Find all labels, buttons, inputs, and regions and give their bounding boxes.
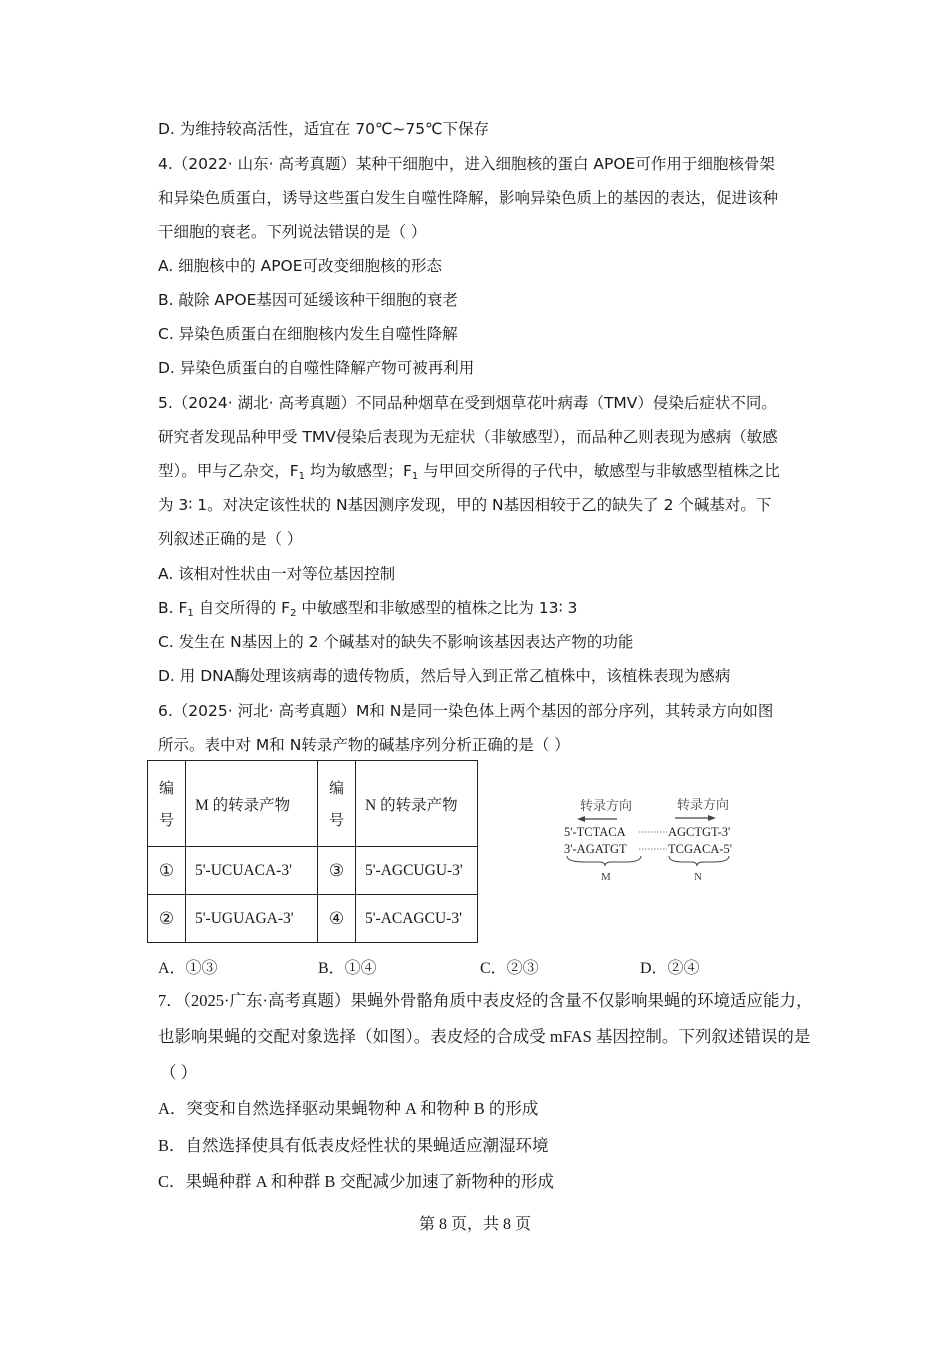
table-header-cell: N 的转录产物 (356, 761, 478, 847)
table-cell: ① (148, 847, 186, 895)
table-header-cell (318, 761, 356, 847)
q6-option-d: D．②④ (640, 960, 700, 977)
q4-option-b: B. 敲除 APOE基因可延缓该种干细胞的衰老 (158, 291, 458, 309)
q6-option-b: B．①④ (318, 960, 377, 977)
q4-stem-line3: 干细胞的衰老。下列说法错误的是（ ） (158, 223, 427, 241)
q5-stem-line4: 为 3∶ 1。对决定该性状的 N基因测序发现，甲的 N基因相较于乙的缺失了 2 个碱基对。下 (158, 496, 772, 514)
table-header-cell (148, 761, 186, 847)
q5-stem-line1: 5.（2024· 湖北· 高考真题）不同品种烟草在受到烟草花叶病毒（TMV）侵染后症状不同。 (158, 394, 777, 412)
q5b-part1: B. F (158, 599, 188, 617)
table-header-cell: M 的转录产物 (186, 761, 318, 847)
q7-option-a: A．突变和自然选择驱动果蝇物种 A 和物种 B 的形成 (158, 1099, 539, 1118)
q6-option-a: A．①③ (158, 960, 218, 977)
n-brace-icon (669, 856, 729, 866)
table-row (148, 895, 478, 943)
table-cell: 5'-AGCUGU-3' (356, 847, 478, 895)
m-strand-bottom: 3'-AGATGT (564, 842, 627, 856)
page-footer: 第 8 页，共 8 页 (418, 1216, 531, 1233)
table-cell: 5'-UCUACA-3' (186, 847, 318, 895)
table-cell: 5'-ACAGCU-3' (356, 895, 478, 943)
m-strand-top: 5'-TCTACA (564, 825, 626, 839)
q5-stem-line3 (158, 461, 780, 481)
direction-label-left: 转录方向 (580, 798, 633, 813)
q7-stem-line2: 也影响果蝇的交配对象选择（如图）。表皮烃的合成受 mFAS 基因控制。下列叙述错误的是 (158, 1027, 811, 1046)
q7-stem-line3: （ ） (160, 1063, 198, 1082)
q5-option-c: C. 发生在 N基因上的 2 个碱基对的缺失不影响该基因表达产物的功能 (158, 633, 634, 651)
q5b-part2: 自交所得的 F (193, 599, 291, 617)
q5-option-a: A. 该相对性状由一对等位基因控制 (158, 565, 396, 583)
table-cell: ④ (318, 895, 356, 943)
table-row (148, 847, 478, 895)
q5-line3-part3: 与甲回交所得的子代中，敏感型与非敏感型植株之比 (418, 462, 780, 480)
q5-stem-line2: 研究者发现品种甲受 TMV侵染后表现为无症状（非敏感型），而品种乙则表现为感病（敏感 (158, 428, 778, 446)
q5-line3-part1: 型）。甲与乙杂交，F (158, 462, 299, 480)
header-char: 号 (328, 810, 344, 829)
f2-subscript: 2 (290, 608, 297, 619)
n-strand-bottom: TCGACA-5' (668, 842, 733, 856)
f1-subscript: 1 (298, 471, 306, 482)
q6-option-c: C．②③ (480, 960, 539, 977)
q3-option-d: D. 为维持较高活性，适宜在 70℃~75℃下保存 (158, 120, 489, 138)
table-cell: ② (148, 895, 186, 943)
transcript-table (147, 760, 478, 943)
q7-stem-line1: 7．（2025·广东·高考真题）果蝇外骨骼角质中表皮烃的含量不仅影响果蝇的环境适应能力， (158, 991, 813, 1010)
q4-option-a: A. 细胞核中的 APOE可改变细胞核的形态 (158, 257, 443, 275)
n-strand-top: AGCTGT-3' (668, 825, 731, 839)
q5b-part3: 中敏感型和非敏感型的植株之比为 13∶ 3 (296, 599, 578, 617)
q6-stem-line1: 6.（2025· 河北· 高考真题）M和 N是同一染色体上两个基因的部分序列，其转录方向如图 (158, 702, 774, 720)
m-brace-icon (567, 856, 641, 866)
q5-line3-part2: 均为敏感型；F (305, 462, 412, 480)
m-gene-label: M (601, 871, 611, 883)
gene-transcription-diagram (555, 790, 765, 890)
f1-subscript: 1 (187, 608, 194, 619)
q5-option-b (158, 598, 577, 618)
table-cell: ③ (318, 847, 356, 895)
q5-stem-line5: 列叙述正确的是（ ） (158, 530, 303, 548)
header-char: 编 (158, 778, 174, 797)
header-char: 编 (328, 778, 344, 797)
table-cell: 5'-UGUAGA-3' (186, 895, 318, 943)
q5-option-d: D. 用 DNA酶处理该病毒的遗传物质，然后导入到正常乙植株中，该植株表现为感病 (158, 667, 731, 685)
n-gene-label: N (694, 871, 702, 883)
direction-label-right: 转录方向 (677, 797, 730, 812)
arrow-right-icon (675, 815, 716, 821)
q4-option-d: D. 异染色质蛋白的自噬性降解产物可被再利用 (158, 359, 475, 377)
header-char: 号 (158, 810, 174, 829)
q7-option-b: B．自然选择使具有低表皮烃性状的果蝇适应潮湿环境 (158, 1136, 549, 1155)
arrow-left-icon (577, 816, 617, 822)
q4-stem-line1: 4.（2022· 山东· 高考真题）某种干细胞中，进入细胞核的蛋白 APOE可作用于细胞核骨架 (158, 155, 775, 173)
f1-subscript: 1 (411, 471, 419, 482)
q7-option-c: C．果蝇种群 A 和种群 B 交配减少加速了新物种的形成 (158, 1172, 555, 1191)
q6-stem-line2: 所示。表中对 M和 N转录产物的碱基序列分析正确的是（ ） (158, 736, 570, 754)
q4-stem-line2: 和异染色质蛋白，诱导这些蛋白发生自噬性降解，影响异染色质上的基因的表达，促进该种 (158, 189, 779, 207)
q4-option-c: C. 异染色质蛋白在细胞核内发生自噬性降解 (158, 325, 458, 343)
table-header-row (148, 761, 478, 847)
